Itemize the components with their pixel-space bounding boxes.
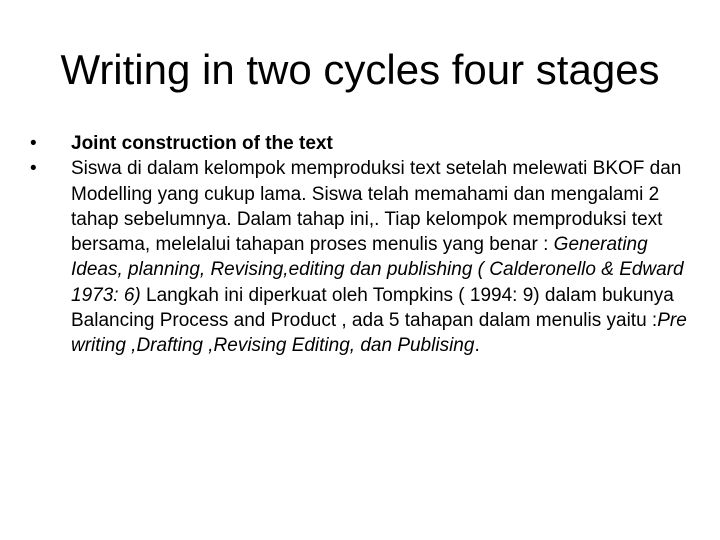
bullet-item-joint-construction <box>30 131 690 156</box>
bullet-dot-icon: • <box>30 158 37 180</box>
italic-citation-stages: Generating Ideas, planning, Revising,editing dan publishing ( Calderonello & Edward 1973: 6) <box>71 234 684 306</box>
bullet-list <box>30 131 690 359</box>
bullet-text-segment: Siswa di dalam kelompok memproduksi text setelah melewati BKOF dan Modelling yang cukup lama. Siswa telah memahami dan mengalami 2 tahap sebelumnya. Dalam tahap ini,. Tiap kelompok memproduksi text bersama, melelalui tahapan proses menulis yang benar : <box>71 158 682 256</box>
bullet-dot-icon: • <box>30 133 37 154</box>
bullet-text: Joint construction of the text <box>71 133 333 154</box>
bullet-text-segment: Langkah ini diperkuat oleh Tompkins ( 1994: 9) dalam bukunya Balancing Process and Product , ada 5 tahapan dalam menulis yaitu : <box>71 284 674 332</box>
bullet-text-segment: . <box>474 335 480 357</box>
slide-title: Writing in two cycles four stages <box>60 46 660 93</box>
italic-stage-list: Pre writing ,Drafting ,Revising Editing, dan Publising <box>71 310 687 357</box>
bullet-item-siswa <box>30 156 690 358</box>
